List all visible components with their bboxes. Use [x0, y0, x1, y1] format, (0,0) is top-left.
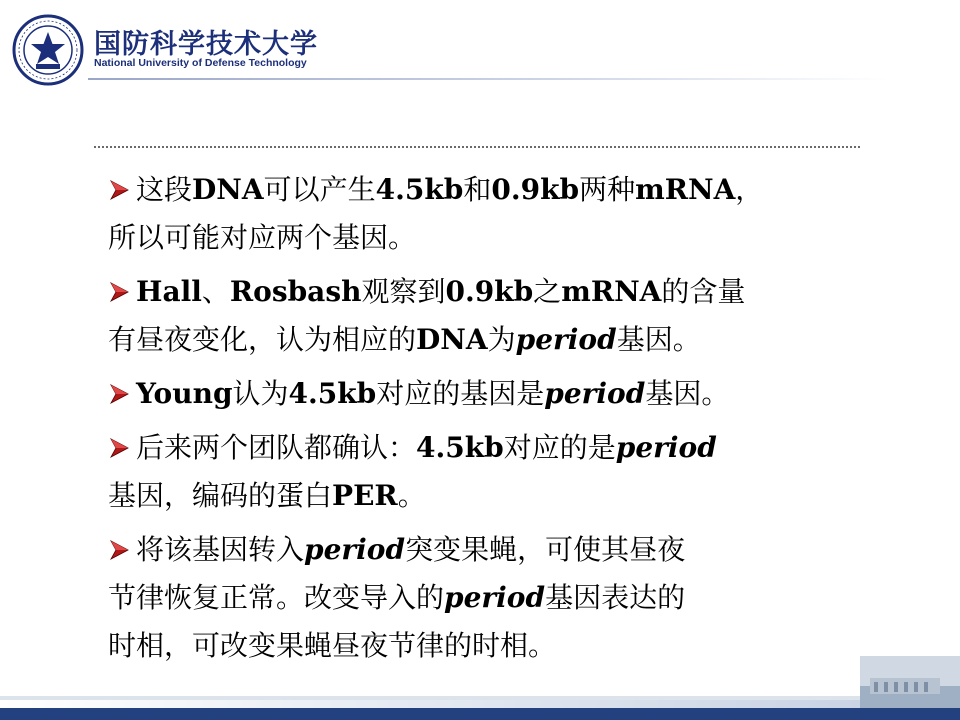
bullet-text: 基因。: [616, 323, 701, 356]
bullet-text: 、: [201, 275, 230, 308]
bullet-item: [108, 424, 863, 520]
footer-gradient: [0, 700, 860, 708]
bullet-text: mRNA: [635, 173, 736, 206]
university-name-cn: 国防科学技术大学: [94, 29, 318, 60]
bullet-text: 突变果蝇，可使其昼夜: [405, 533, 686, 566]
bullet-text: 0.9kb: [491, 173, 580, 206]
bullet-text: 4.5kb: [375, 173, 464, 206]
bullet-text: 0.9kb: [445, 275, 534, 308]
bullet-text: PER: [332, 479, 398, 512]
slide-body: [108, 166, 863, 676]
bullet-text: 4.5kb: [416, 431, 504, 464]
bullet-text: Rosbash: [229, 275, 362, 308]
arrow-bullet-icon: [108, 539, 132, 561]
bullet-line: [108, 472, 863, 520]
arrow-bullet-icon: [108, 179, 132, 201]
gene-name: period: [304, 533, 406, 566]
bullet-text: 基因，编码的蛋白: [108, 479, 333, 512]
bullet-text: 对应的是: [503, 431, 616, 464]
bullet-text: 之: [533, 275, 562, 308]
university-name-en: National University of Defense Technology: [94, 57, 307, 69]
bullet-item: [108, 370, 863, 418]
bullet-line: [108, 268, 863, 316]
dotted-separator: [94, 146, 860, 148]
arrow-bullet-icon: [108, 437, 132, 459]
gene-name: period: [544, 377, 646, 410]
bullet-text: DNA: [416, 323, 488, 356]
gene-name: period: [615, 431, 717, 464]
bullet-item: [108, 166, 863, 262]
bullet-text: Hall: [136, 275, 202, 308]
bullet-line: [108, 424, 863, 472]
bullet-text: 基因。: [645, 377, 730, 410]
bullet-text: 为: [487, 323, 516, 356]
bullet-text: mRNA: [561, 275, 662, 308]
bullet-text: 可以产生: [263, 173, 376, 206]
bullet-text: 节律恢复正常。改变导入的: [108, 581, 445, 614]
arrow-bullet-icon: [108, 281, 132, 303]
bullet-line: [108, 574, 863, 622]
bullet-line: [108, 622, 863, 670]
bullet-text: 的含量: [661, 275, 746, 308]
bullet-text: 这段: [136, 173, 193, 206]
slide-header: [0, 0, 960, 90]
bullet-text: 和: [463, 173, 492, 206]
footer-strip: [0, 708, 960, 720]
bullet-text: ，: [735, 173, 764, 206]
bullet-line: [108, 316, 863, 364]
bullet-text: 后来两个团队都确认：: [136, 431, 417, 464]
gene-name: period: [444, 581, 546, 614]
bullet-text: 4.5kb: [288, 377, 377, 410]
bullet-text: 有昼夜变化，认为相应的: [108, 323, 417, 356]
gene-name: period: [515, 323, 617, 356]
bullet-text: 基因表达的: [545, 581, 686, 614]
bullet-text: 时相，可改变果蝇昼夜节律的时相。: [108, 629, 557, 662]
bullet-line: [108, 214, 863, 262]
bullet-line: [108, 526, 863, 574]
bullet-item: [108, 526, 863, 670]
bullet-line: [108, 370, 863, 418]
bullet-text: 观察到: [361, 275, 446, 308]
bullet-text: 对应的基因是: [376, 377, 545, 410]
header-divider: [88, 78, 888, 80]
bullet-text: 所以可能对应两个基因。: [108, 221, 417, 254]
bullet-text: 两种: [579, 173, 636, 206]
arrow-bullet-icon: [108, 383, 132, 405]
bullet-text: DNA: [192, 173, 264, 206]
university-seal-icon: [12, 14, 84, 86]
bullet-item: [108, 268, 863, 364]
bullet-text: 。: [397, 479, 426, 512]
bullet-text: Young: [136, 377, 233, 410]
bullet-text: 认为: [232, 377, 289, 410]
bullet-line: [108, 166, 863, 214]
bullet-text: 将该基因转入: [136, 533, 305, 566]
